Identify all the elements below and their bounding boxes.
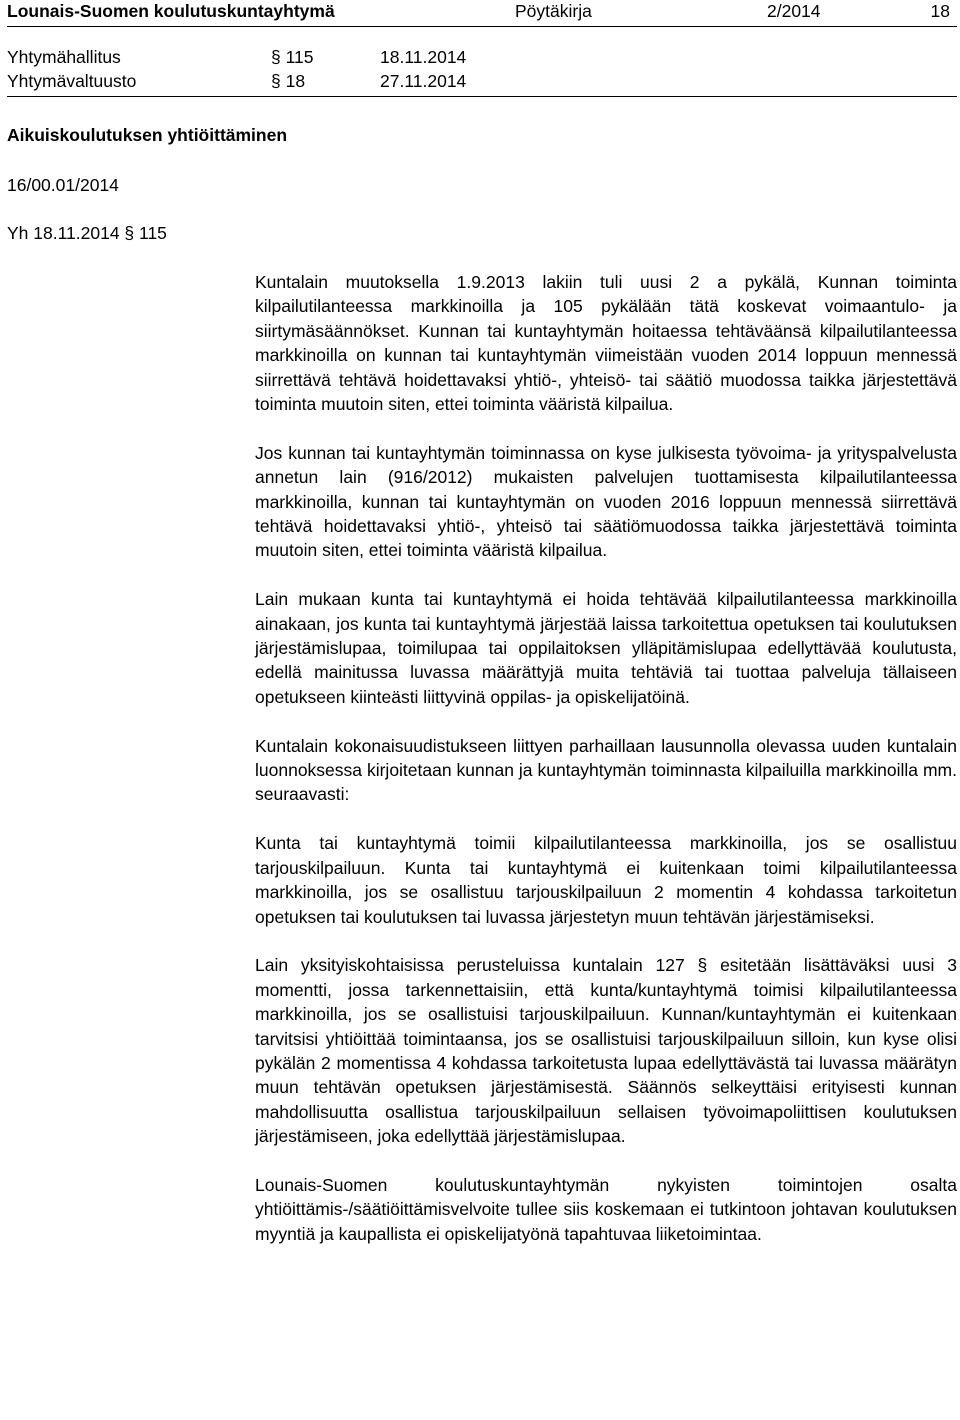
body-text — [255, 270, 957, 1246]
document-number: 2/2014 — [767, 1, 821, 21]
organization-name: Lounais-Suomen koulutuskuntayhtymä — [7, 1, 335, 21]
body-paragraph: Kuntalain muutoksella 1.9.2013 lakiin tuli uusi 2 a pykälä, Kunnan toiminta kilpailutilanteessa markkinoilla ja 105 pykälään tätä koskevat voimaantulo- ja siirtymäsäännökset. Kunnan tai kuntayhtymän hoitaessa tehtäväänsä kilpailutilanteessa markkinoilla on kunnan tai kuntayhtymän viimeistään vuoden 2014 loppuun mennessä siirrettävä tehtävä hoidettavaksi yhtiö-, yhteisö- tai säätiö muodossa taikka järjestettävä toiminta muutoin siten, ettei toiminta vääristä kilpailua. — [255, 272, 957, 415]
meeting-paragraph: § 115 — [271, 47, 314, 67]
meeting-row — [7, 46, 707, 68]
body-paragraph: Jos kunnan tai kuntayhtymän toiminnassa on kyse julkisesta työvoima- ja yrityspalvelusta annetun lain (916/2012) mukaisten palvelujen tuottamisesta kilpailutilanteessa markkinoilla, kunnan tai kuntayhtymän on vuoden 2016 loppuun mennessä siirrettävä tehtävä hoidettavaksi yhtiö-, yhteisö tai säätiömuodossa taikka järjestettävä toiminta muutoin siten, ettei toiminta vääristä kilpailua. — [255, 442, 957, 561]
body-paragraph: Kuntalain kokonaisuudistukseen liittyen parhaillaan lausunnolla olevassa uuden kuntalain luonnoksessa kirjoitetaan kunnan ja kuntayhtymän toiminnasta kilpailuilla markkinoilla mm. seuraavasti: — [255, 735, 957, 805]
body-paragraph: Lain mukaan kunta tai kuntayhtymä ei hoida tehtävää kilpailutilanteessa markkinoilla ainakaan, jos kunta tai kuntayhtymä järjestää laissa tarkoitettua opetuksen tai koulutuksen järjestämislupaa, toimilupaa tai oppilaitoksen ylläpitämislupaa edellyttävää koulutusta, edellä mainitussa luvassa määrättyjä muita tehtäviä tai tuottaa palveluja tällaiseen opetukseen kiinteästi liittyvinä oppilas- ja opiskelijatöinä. — [255, 589, 957, 707]
meeting-date: 18.11.2014 — [380, 47, 467, 67]
record-number: 16/00.01/2014 — [7, 175, 119, 195]
meeting-body: Yhtymähallitus — [7, 47, 121, 67]
section-title: Aikuiskoulutuksen yhtiöittäminen — [7, 125, 288, 145]
meeting-paragraph: § 18 — [271, 71, 306, 91]
page-number: 18 — [930, 1, 950, 21]
meetings-divider — [7, 96, 957, 97]
page-header — [7, 0, 950, 26]
meeting-date: 27.11.2014 — [380, 71, 467, 91]
body-paragraph: Kunta tai kuntayhtymä toimii kilpailutilanteessa markkinoilla, jos se osallistuu tarjouskilpailuun. Kunta tai kuntayhtymä ei kuitenkaan toimi kilpailutilanteessa markkinoilla, jos se osallistuu tarjouskilpailuun 2 momentin 4 kohdassa tarkoitetun opetuksen tai koulutuksen tai luvassa järjestetyn muun tehtävän järjestämiseksi. — [255, 833, 957, 927]
meeting-row — [7, 70, 707, 92]
header-divider — [7, 26, 957, 27]
body-paragraph: Lain yksityiskohtaisissa perusteluissa kuntalain 127 § esitetään lisättäväksi uusi 3 momentti, jossa tarkennettaisiin, että kunta/kuntayhtymä toimisi kilpailutilanteessa markkinoilla, jos se osallistuisi tarjouskilpailuun. Kunnan/kuntayhtymän ei kuitenkaan tarvitsisi yhtiöittää toimintaansa, jos se osallistuisi tarjouskilpailuun silloin, kun kyse olisi pykälän 2 momentissa 4 kohdassa tarkoitetusta lupaa edellyttävästä tai luvassa määrätyn muun tehtävän opetuksen järjestämisestä. Säännös selkeyttäisi erityisesti kunnan mahdollisuutta osallistua tarjouskilpailuun sellaisen työvoimapoliittisen koulutuksen järjestämiseen, joka edellyttää järjestämislupaa. — [255, 955, 957, 1147]
meeting-body: Yhtymävaltuusto — [7, 71, 137, 91]
meeting-reference: Yh 18.11.2014 § 115 — [7, 223, 167, 243]
body-paragraph: Lounais-Suomen koulutuskuntayhtymän nykyisten toimintojen osalta yhtiöittämis-/säätiöittämisvelvoite tullee siis koskemaan ei tutkintoon johtavan koulutuksen myyntiä ja kaupallista ei opiskelijatyönä tapahtuvaa liiketoimintaa. — [255, 1174, 957, 1244]
document-type: Pöytäkirja — [515, 1, 592, 21]
